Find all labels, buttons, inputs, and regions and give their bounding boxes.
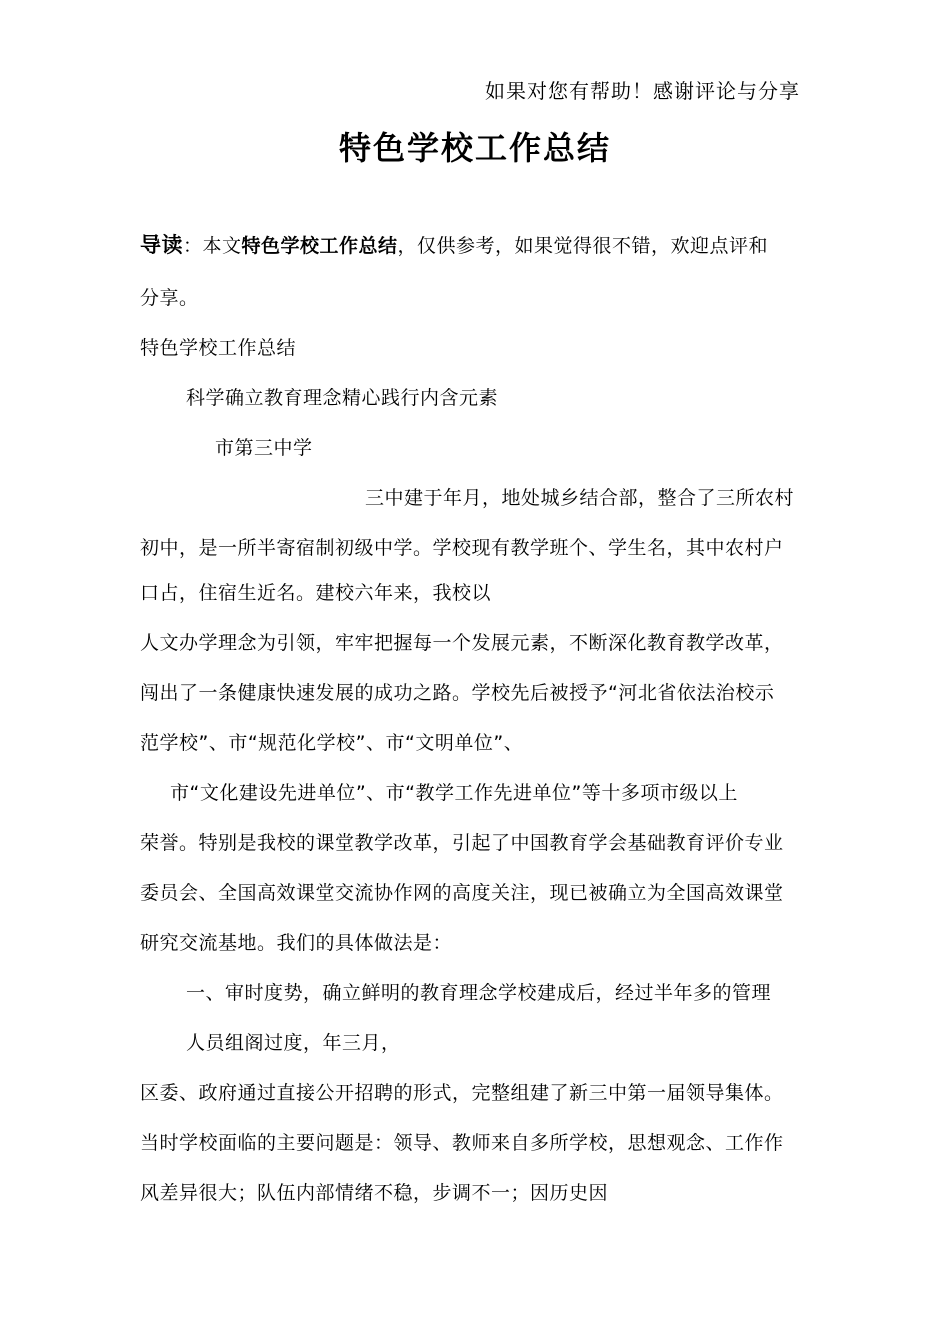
paragraph-line: 区委、政府通过直接公开招聘的形式，完整组建了新三中第一届领导集体。 xyxy=(140,1082,784,1104)
paragraph-line: 荣誉。特别是我校的课堂教学改革，引起了中国教育学会基础教育评价专业 xyxy=(140,832,784,854)
paragraph-line: 研究交流基地。我们的具体做法是： xyxy=(140,932,453,954)
paragraph-line: 三中建于年月，地处城乡结合部，整合了三所农村 xyxy=(365,487,795,509)
paragraph-line: 初中，是一所半寄宿制初级中学。学校现有教学班个、学生名，其中农村户 xyxy=(140,537,784,559)
intro-line xyxy=(140,232,768,259)
paragraph-line: 闯出了一条健康快速发展的成功之路。学校先后被授予“河北省依法治校示 xyxy=(140,682,775,704)
intro-rest: ，仅供参考，如果觉得很不错，欢迎点评和 xyxy=(397,235,769,257)
school-name-line: 市第三中学 xyxy=(215,437,313,459)
paragraph-line: 委员会、全国高效课堂交流协作网的高度关注，现已被确立为全国高效课堂 xyxy=(140,882,784,904)
paragraph-line: 人员组阁过度，年三月， xyxy=(186,1032,401,1054)
paragraph-line: 口占，住宿生近名。建校六年来，我校以 xyxy=(140,582,492,604)
paragraph-line: 市“文化建设先进单位”、市“教学工作先进单位”等十多项市级以上 xyxy=(170,782,738,804)
section-heading-line: 一、审时度势，确立鲜明的教育理念学校建成后，经过半年多的管理 xyxy=(186,982,772,1004)
paragraph-line: 范学校”、市“规范化学校”、市“文明单位”、 xyxy=(140,732,524,754)
paragraph-line: 特色学校工作总结 xyxy=(140,337,297,359)
intro-bold-title: 特色学校工作总结 xyxy=(241,235,398,257)
header-note: 如果对您有帮助！感谢评论与分享 xyxy=(485,79,800,103)
subtitle-line: 科学确立教育理念精心践行内含元素 xyxy=(186,387,499,409)
intro-colon: ：本文 xyxy=(183,235,242,257)
paragraph-line: 风差异很大；队伍内部情绪不稳，步调不一；因历史因 xyxy=(140,1182,609,1204)
paragraph-line: 人文办学理念为引领，牢牢把握每一个发展元素，不断深化教育教学改革， xyxy=(140,632,784,654)
intro-continuation: 分享。 xyxy=(140,287,199,309)
paragraph-line: 当时学校面临的主要问题是：领导、教师来自多所学校，思想观念、工作作 xyxy=(140,1132,784,1154)
document-title: 特色学校工作总结 xyxy=(338,129,611,167)
intro-label: 导读 xyxy=(140,233,183,257)
